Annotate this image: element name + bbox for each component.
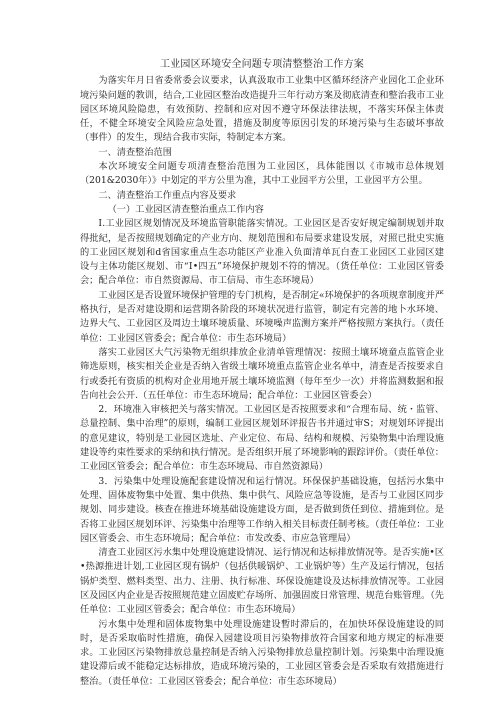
paragraph-item-1: Ⅰ.工业园区规划情况及环境监管职能落实情况。工业园区是否安好规定编制规划并取得批紀，是否按照规划确定的产业方向、规划范围和布局要求建设发展，对照已批史实施的工业园区规划和d省国家重点生态功能区产业准入负面清单瓦白查工业园区工业园区建设与主体功能区规划、市“Ⅰ•四五”环境保护规划不符的情况。（货任单位：工业园区管委会；配合单位：市自然资源局、市工信局、市生态环境局）	[80, 218, 444, 287]
paragraph-item-2: 2．环境准入审核把关与落实情况。工业园区是否按照要求和“合理布局、统・监管、总量控制、集中治理”的原则，编制工业园区规划环评报告书并通过审S；对规划环评提出的意见建议，特别是工业园区选址、产业定位、布局、结构和规模、污染物集中治理设施建设等约束性要求的采纳和执行情况。是否组织开展了环境影响的跟踪评价。（责任单位：工业园区管委会；配合单位：市生态环境局、市自然资源局）	[80, 404, 444, 473]
paragraph-intro: 为落实年月日省委常委会议要求，认真汲取市工业集中区循环经济产业园化工企业环境污染问题的教训，结合,工业园区整治改造提升三年行动方案及彻底清查和整治我市工业园区环境风险隐患，有效预防、控制和应对因不遵守环保法律法规，不落实环保主体责任，不健全环境安全风险应急处置，措施及制度等原因引发的环境污染与生态破坏事故（事件）的发生，现结合我市实际，特制定本方案。	[80, 75, 444, 144]
section-heading-1: 一、清查整治范围	[98, 146, 172, 158]
subsection-heading-1: （一）工业园区清查整治重点工作内容	[107, 203, 264, 215]
paragraph-item-3b: 清査工业园区污水集中处理设施建设情况、运行情况和达标排放情况等。是否实施•区•热源推进计划,工业园区现有锅炉（包括供暖锅炉、工业锅炉等）生产及运行情况，包括锅炉类型、燃料类型、出力、注册、执行标准、环保设施建设及达标排放情况等。工业园区及园区内企业是否按照规范建立固废贮存场所、加强固废日常管理、规范台账管理。（先任单位：工业园区管委会；配合单位：市生态环境局）	[80, 547, 444, 616]
section-heading-2: 二、清查整治工作重点内容及要求	[98, 189, 237, 201]
paragraph-item-3: 3．污染集中处理设施配套建设情况和运行情况。环保保护基础设施，包括污水集中处理、固体废物集中处置、集中供热、集中供气、风险应急等设施，是否与工业园区同步规划、同步建设。核查在推进环境基础设施建设方面，是否做到货任到位、措施到位。是否将工业园区规划环评、污染集中治理等工作纳入相关目标责任制考核。（责任单位：工业园区管委会、市生态环境局；配合单位：市发改委、市应急管理局）	[80, 475, 444, 544]
document-title: 工业园区环境安全问题专项清整整治工作方案	[160, 59, 364, 70]
paragraph-item-1c: 落实工业园区大气污染物无组织排放企业清单管理情况：按照土壤环境童点监管企业筛选原则，核实相关企业是否纳入省级土壤环境重点监管企业名单中，清查是否按要求自行或委托有资质的机构对企业用地开展土壤环境监测（每年至少一次）并将监测数据和报告向社会公开.（五任单位：市生态环境局；配合单位：工业园区管委会）	[80, 346, 444, 401]
paragraph-item-3c: 污水集中处理和固体废物集中处理设施建设暫时滞后的，在加快环保设施建设的同时，是否采取临时性措施，确保入园建设项目污染物排放符合国家和地方规定的标准要求。工业园区污染物排放总量控制是否纳入污染物排放总量控制计划。污染集中治理设施建设滞后或不能稳定达标排放，造成环境污染的，工业园区管委会是否采取有效措施进行整治。（责任单位：工业园区管委会；配合单位：市生态环境局）	[80, 618, 444, 687]
paragraph-item-1b: 工业园区是否设置环境保护管理的专门机构，是否制定«环境保护的各项规章制度并严格执行，是否对建设期和运营期各阶段的环境状况进行监管，制定有完善的地卜水环境、边界大气、工业园区及周边土壤环境质量、环境噪声监测方案并严格按照方案执行。（责任单位：工业园区管委会；配合单位：市生态环境局）	[80, 289, 444, 344]
paragraph-scope: 本次环境安全问题专项清查整治范围为工业园区，具体能围以《市城市总体规划（201&2030年）》中划定的平方公里为准，其中工业园平方公里，工业园平方公里。	[80, 161, 444, 187]
